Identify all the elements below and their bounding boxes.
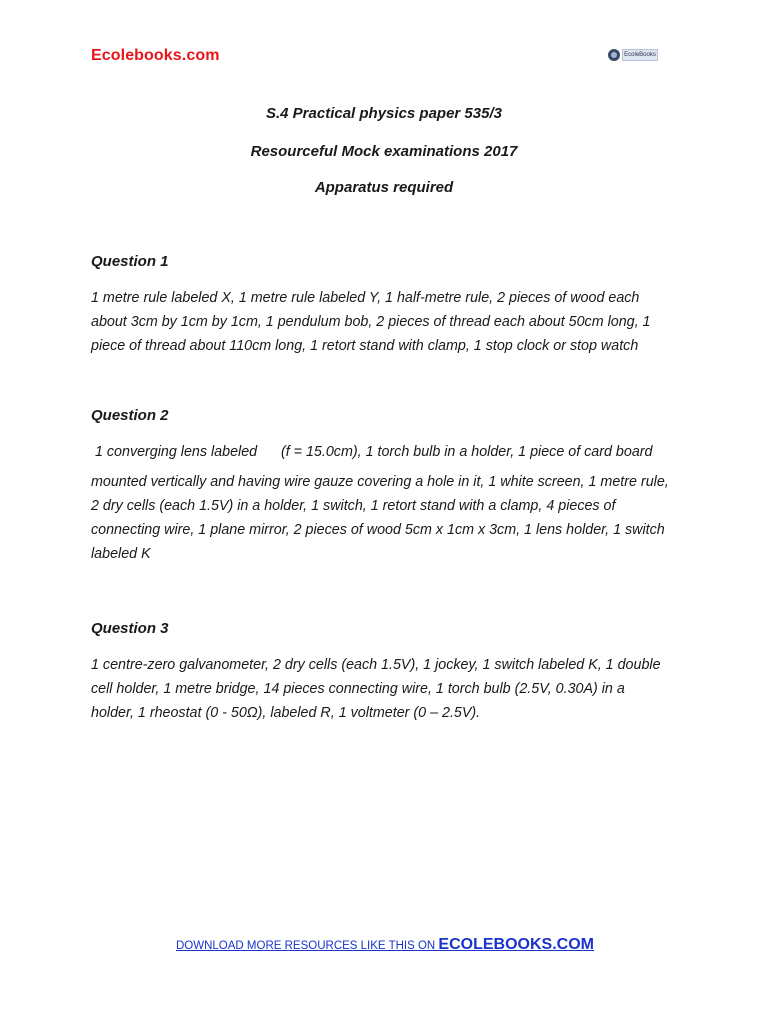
question-1-body	[91, 286, 691, 358]
question-1-heading: Question 1	[91, 253, 169, 270]
document-subtitle: Resourceful Mock examinations 2017	[250, 143, 518, 160]
section-heading-apparatus: Apparatus required	[314, 179, 454, 196]
logo-text: EcoleBooks	[622, 49, 658, 61]
question-1-line: piece of thread about 110cm long, 1 retort stand with clamp, 1 stop clock or stop watch	[91, 338, 639, 354]
question-1-line: 1 metre rule labeled X, 1 metre rule labeled Y, 1 half-metre rule, 2 pieces of wood each	[91, 290, 640, 306]
question-3-body	[91, 653, 691, 725]
ecolebooks-logo	[608, 48, 658, 62]
footer-link-prefix[interactable]: DOWNLOAD MORE RESOURCES LIKE THIS ON	[176, 940, 439, 952]
question-3-line: 1 centre-zero galvanometer, 2 dry cells (each 1.5V), 1 jockey, 1 switch labeled K, 1 double	[91, 657, 661, 673]
logo-mark-icon	[608, 49, 620, 61]
question-2-line: labeled K	[91, 546, 151, 562]
question-1-line: about 3cm by 1cm by 1cm, 1 pendulum bob, 2 pieces of thread each about 50cm long, 1	[91, 314, 651, 330]
question-3-line: holder, 1 rheostat (0 - 50Ω), labeled R, 1 voltmeter (0 – 2.5V).	[91, 705, 481, 721]
question-2-line: 1 converging lens labeled (f = 15.0cm), 1 torch bulb in a holder, 1 piece of card board	[91, 444, 653, 460]
header-brand[interactable]: Ecolebooks.com	[91, 47, 220, 64]
question-2-body	[91, 440, 691, 566]
footer-download-link[interactable]	[176, 936, 594, 954]
document-title: S.4 Practical physics paper 535/3	[266, 105, 502, 122]
question-2-line: connecting wire, 1 plane mirror, 2 pieces of wood 5cm x 1cm x 3cm, 1 lens holder, 1 switch	[91, 522, 665, 538]
question-2-line: 2 dry cells (each 1.5V) in a holder, 1 switch, 1 retort stand with a clamp, 4 pieces of	[91, 498, 616, 514]
question-2-line: mounted vertically and having wire gauze covering a hole in it, 1 white screen, 1 metre rule,	[91, 474, 669, 490]
question-2-heading: Question 2	[91, 407, 169, 424]
question-3-line: cell holder, 1 metre bridge, 14 pieces connecting wire, 1 torch bulb (2.5V, 0.30A) in a	[91, 681, 625, 697]
question-3-heading: Question 3	[91, 620, 169, 637]
footer-link-site[interactable]: ECOLEBOOKS.COM	[438, 936, 594, 953]
